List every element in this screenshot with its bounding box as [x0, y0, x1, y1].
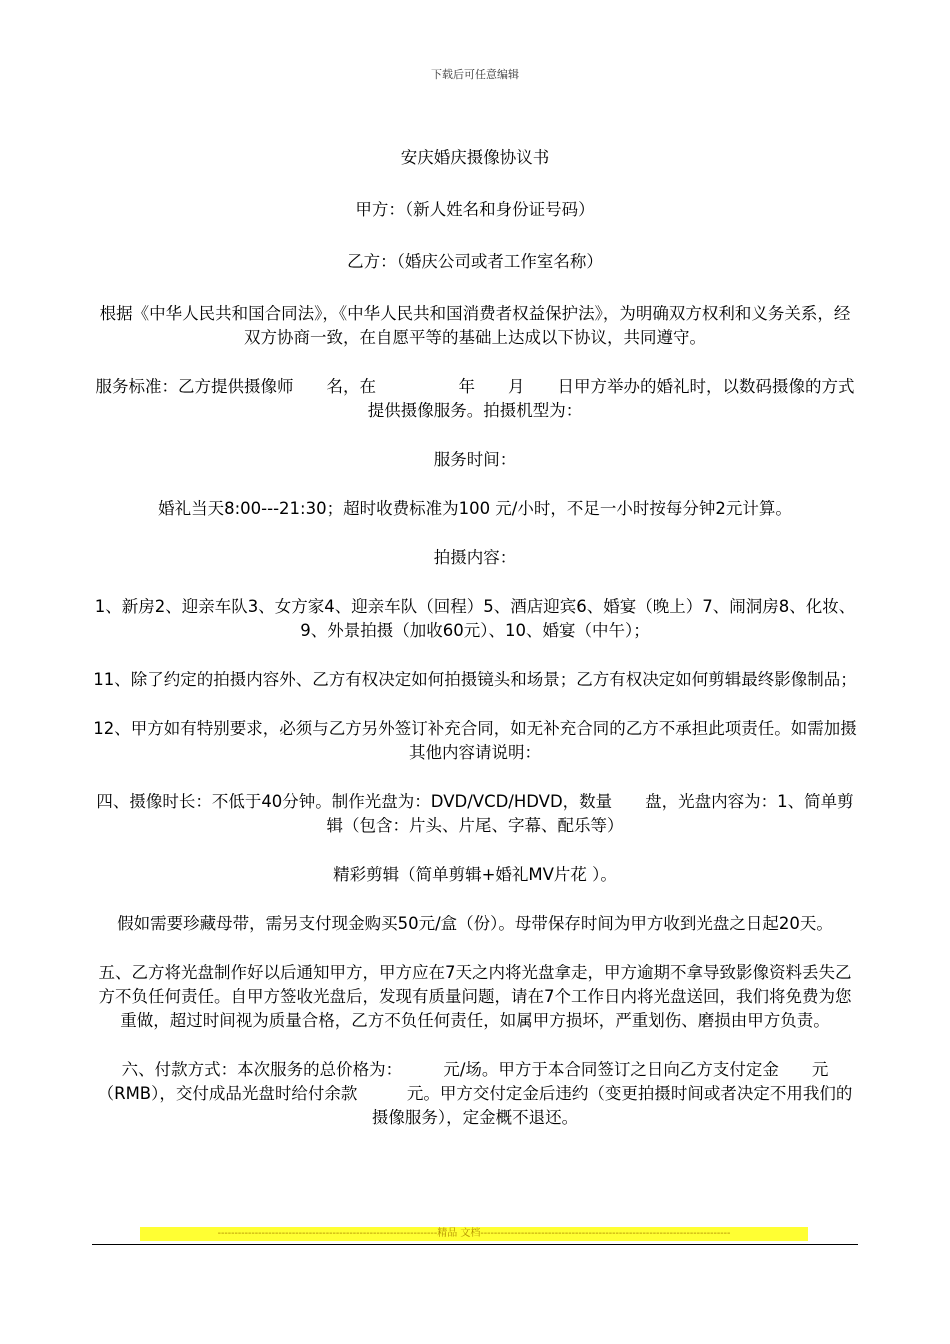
section-6-paragraph: 六、付款方式：本次服务的总价格为： 元/场。甲方于本合同签订之日向乙方支付定金 元（RMB），交付成品光盘时给付余款 元。甲方交付定金后违约（变更拍摄时间或者决定不用我们的摄像服务），定金概不退还。	[97, 1060, 853, 1127]
footer-rule	[92, 1244, 858, 1245]
document-body	[92, 146, 858, 1155]
master-tape-paragraph: 假如需要珍藏母带，需另支付现金购买50元/盒（份）。母带保存时间为甲方收到光盘之日起20天。	[117, 914, 833, 933]
clause-12-paragraph: 12、甲方如有特别要求，必须与乙方另外签订补充合同，如无补充合同的乙方不承担此项责任。如需加摄其他内容请说明：	[93, 719, 857, 762]
intro-paragraph: 根据《中华人民共和国合同法》，《中华人民共和国消费者权益保护法》，为明确双方权利和义务关系，经双方协商一致，在自愿平等的基础上达成以下协议，共同遵守。	[99, 304, 851, 347]
deluxe-edit-paragraph: 精彩剪辑（简单剪辑+婚礼MV片花 ）。	[333, 865, 617, 884]
party-b-line: 乙方：（婚庆公司或者工作室名称）	[347, 252, 603, 271]
content-list-paragraph: 1、新房2、迎亲车队3、女方家4、迎亲车队（回程）5、酒店迎宾6、婚宴（晚上）7、闹洞房8、化妆、9、外景拍摄（加收60元）、10、婚宴（中午）；	[94, 597, 856, 640]
service-time-heading: 服务时间：	[433, 450, 517, 469]
service-standard-paragraph: 服务标准：乙方提供摄像师 名，在 年 月 日甲方举办的婚礼时，以数码摄像的方式提供摄像服务。拍摄机型为：	[95, 377, 855, 420]
party-a-line: 甲方：（新人姓名和身份证号码）	[355, 200, 595, 219]
clause-11-paragraph: 11、除了约定的拍摄内容外、乙方有权决定如何拍摄镜头和场景；乙方有权决定如何剪辑最终影像制品；	[93, 670, 857, 689]
footer-highlight-band: -----------------------------------------------------------------精品 文档--------------------------------------------------------------------------	[140, 1227, 808, 1241]
header-note: 下载后可任意编辑	[431, 68, 519, 81]
document-title: 安庆婚庆摄像协议书	[400, 148, 550, 167]
content-heading: 拍摄内容：	[433, 548, 517, 567]
section-4-paragraph: 四、摄像时长：不低于40分钟。制作光盘为：DVD/VCD/HDVD，数量 盘，光盘内容为：1、简单剪辑（包含：片头、片尾、字幕、配乐等）	[96, 792, 854, 835]
service-time-paragraph: 婚礼当天8:00---21:30；超时收费标准为100 元/小时，不足一小时按每分钟2元计算。	[158, 499, 792, 518]
section-5-paragraph: 五、乙方将光盘制作好以后通知甲方，甲方应在7天之内将光盘拿走，甲方逾期不拿导致影像资料丢失乙方不负任何责任。自甲方签收光盘后，发现有质量问题，请在7个工作日内将光盘送回，我们将免费为您重做，超过时间视为质量合格，乙方不负任何责任，如属甲方损坏，严重划伤、磨损由甲方负责。	[98, 963, 852, 1030]
